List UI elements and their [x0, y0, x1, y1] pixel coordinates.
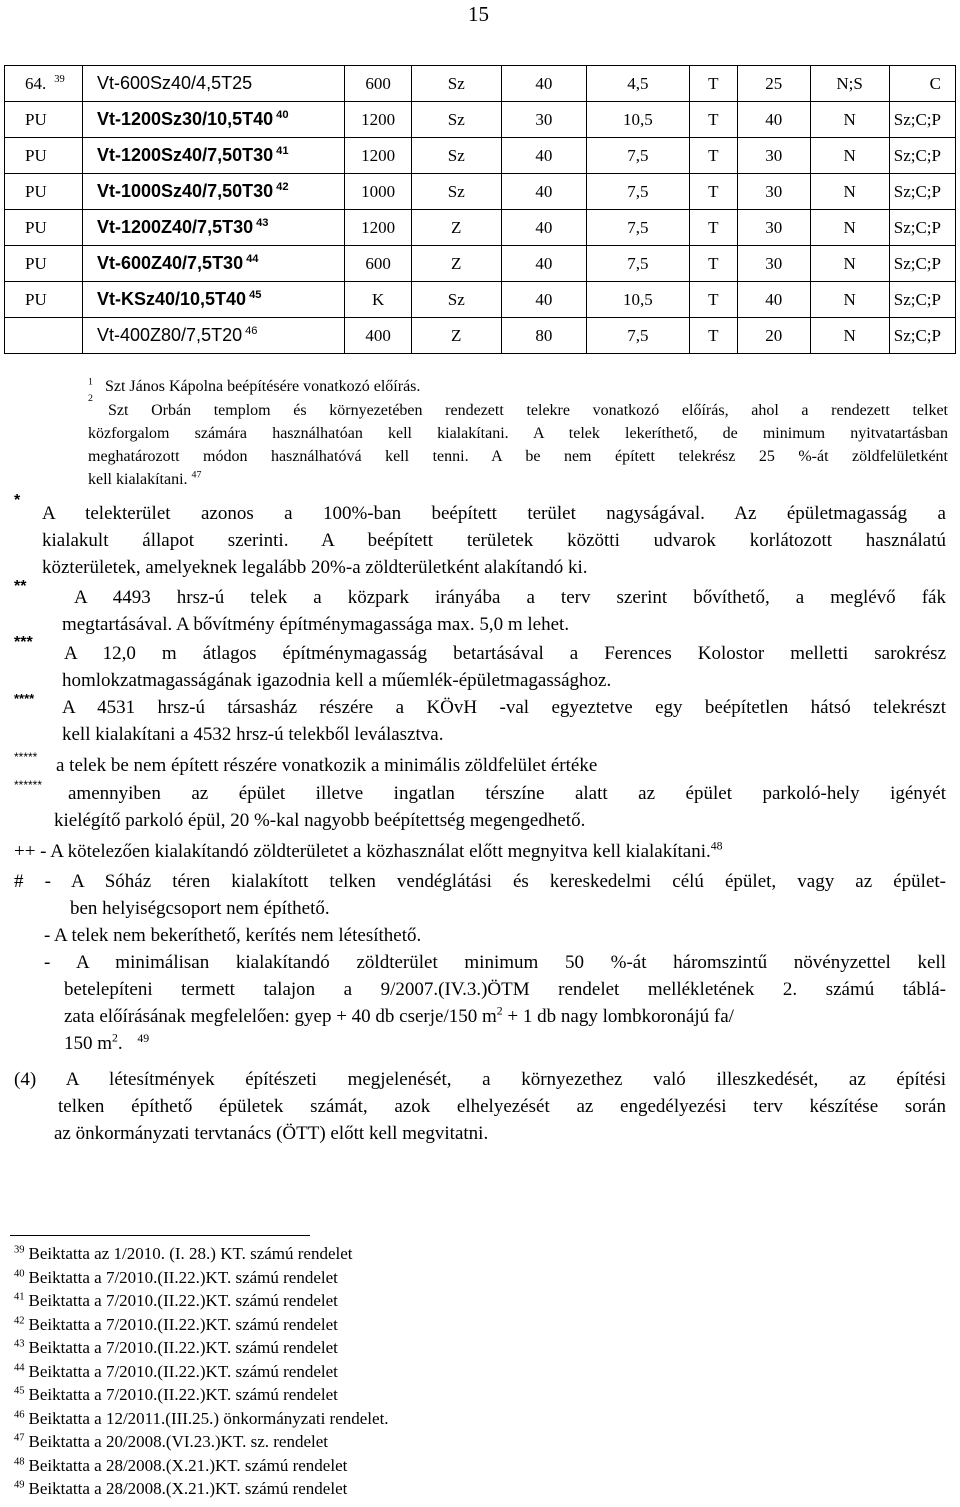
- footnote-separator: [10, 1235, 310, 1236]
- table-row: [5, 102, 956, 138]
- endnote-text: Beiktatta a 7/2010.(II.22.)KT. számú rendelet: [28, 1385, 338, 1404]
- table-cell-c6: T: [689, 66, 737, 102]
- note-plus: [14, 838, 954, 865]
- footnote-ref: 45: [249, 289, 262, 301]
- table-cell-c4: 40: [501, 210, 587, 246]
- footnote-2-line: Szt Orbán templom és környezetében rendezett telekre vonatkozó előírás, ahol a rendezett telket: [108, 402, 948, 419]
- note-2star-mark: **: [14, 578, 27, 595]
- endnote-item: [14, 1242, 389, 1266]
- table-cell-c7: 30: [738, 246, 810, 282]
- table-row: [5, 318, 956, 354]
- row-prefix: PU: [5, 138, 83, 174]
- paragraph-4-line: az önkormányzati tervtanács (ÖTT) előtt kell megvitatni.: [54, 1123, 489, 1144]
- table-cell-c2: K: [345, 282, 412, 318]
- zone-code: Vt-1200Z40/7,5T30 $^{43}$: [83, 210, 345, 246]
- table-cell-c2: 1200: [345, 102, 412, 138]
- table-cell-c4: 40: [501, 66, 587, 102]
- table-cell-c3: Z: [411, 210, 501, 246]
- note-4star: [62, 694, 946, 748]
- table-cell-c7: 30: [738, 138, 810, 174]
- table-cell-c8: N: [810, 282, 889, 318]
- endnote-number: 46: [14, 1408, 25, 1420]
- table-cell-c9: Sz;C;P: [889, 210, 955, 246]
- note-2star: [62, 584, 946, 638]
- endnote-item: [14, 1336, 389, 1360]
- note-star-mark: *: [14, 492, 21, 509]
- table-cell-c6: T: [689, 102, 737, 138]
- table-cell-c7: 25: [738, 66, 810, 102]
- note-6star: [54, 780, 946, 834]
- table-cell-c8: N: [810, 138, 889, 174]
- footnote-ref: 43: [256, 217, 269, 229]
- table-cell-c2: 600: [345, 246, 412, 282]
- endnote-item: [14, 1313, 389, 1337]
- table-cell-c5: 7,5: [587, 210, 690, 246]
- row-prefix: 64. $^{39}$: [5, 66, 83, 102]
- table-cell-c6: T: [689, 282, 737, 318]
- table-cell-c9: Sz;C;P: [889, 318, 955, 354]
- endnote-item: [14, 1289, 389, 1313]
- footnote-ref: 40: [276, 109, 289, 121]
- footnote-2: 2 Szt Orbán templom és környezetében rendezett telekre vonatkozó előírás, ahol a rendezett telket közforgalom számára használhatóan kell kialakítani. A telek lekeríthető, de minimum nyitvatartásban meghatározott módon használhatóvá kell tenni. A be nem épített telekrész 25 %-át zöldfelületként kell kialakítani. $^{47}$: [88, 393, 948, 488]
- footnote-ref: 42: [276, 181, 289, 193]
- page-number: 15: [468, 2, 489, 26]
- table-cell-c7: 20: [738, 318, 810, 354]
- endnote-text: Beiktatta a 7/2010.(II.22.)KT. számú rendelet: [28, 1338, 338, 1357]
- footnote-ref: 39: [54, 73, 65, 85]
- table-cell-c5: 7,5: [587, 318, 690, 354]
- row-prefix: PU: [5, 210, 83, 246]
- footnote-ref: 44: [246, 253, 259, 265]
- table-cell-c8: N: [810, 246, 889, 282]
- table-cell-c9: Sz;C;P: [889, 174, 955, 210]
- table-cell-c5: 10,5: [587, 282, 690, 318]
- table-cell-c9: Sz;C;P: [889, 246, 955, 282]
- table-cell-c8: N: [810, 318, 889, 354]
- table-cell-c8: N;S: [810, 66, 889, 102]
- footnote-2-line: meghatározott módon használhatóvá kell tenni. A be nem épített telekrész 25 %-át zöldfelületként: [88, 448, 948, 465]
- row-prefix: PU: [5, 246, 83, 282]
- table-cell-c5: 10,5: [587, 102, 690, 138]
- note-3star: [62, 640, 946, 694]
- zone-code: Vt-1000Sz40/7,50T30 $^{42}$: [83, 174, 345, 210]
- endnote-text: Beiktatta a 28/2008.(X.21.)KT. számú rendelet: [28, 1455, 348, 1475]
- footnote-ref-49: 49: [137, 1031, 150, 1045]
- table-cell-c7: 40: [738, 102, 810, 138]
- table-cell-c7: 30: [738, 174, 810, 210]
- footnote-ref: 41: [276, 145, 289, 157]
- table-cell-c8: N: [810, 174, 889, 210]
- note-hash-line: # - A Sóház téren kialakított telken vendéglátási és kereskedelmi célú épület, vagy az épület-: [14, 871, 946, 892]
- zone-code: Vt-600Z40/7,5T30 $^{44}$: [83, 246, 345, 282]
- note-hash: [14, 868, 946, 1057]
- note-hash-line: ben helyiségcsoport nem építhető.: [70, 898, 330, 919]
- note-4star-line: A 4531 hrsz-ú társasház részére a KÖvH -val egyeztetve egy beépítetlen hátsó telekrészt: [62, 697, 946, 718]
- table-row: [5, 210, 956, 246]
- endnote-number: 42: [14, 1314, 25, 1326]
- note-6star-line: kielégítő parkoló épül, 20 %-kal nagyobb beépítettség megengedhető.: [54, 810, 586, 831]
- endnote-text: Beiktatta a 28/2008.(X.21.)KT. számú rendelet: [28, 1479, 348, 1498]
- table-cell-c4: 40: [501, 138, 587, 174]
- note-4star-line: kell kialakítani a 4532 hrsz-ú telekből leválasztva.: [62, 724, 444, 745]
- footnote-2-line: közforgalom számára használhatóan kell kialakítani. A telek lekeríthető, de minimum nyitvatartásban: [88, 425, 948, 442]
- endnote-number: 44: [14, 1361, 25, 1373]
- table-cell-c9: Sz;C;P: [889, 138, 955, 174]
- table-cell-c6: T: [689, 174, 737, 210]
- note-3star-line: A 12,0 m átlagos építménymagasság betartásával a Ferences Kolostor melletti sarokrész: [64, 643, 946, 664]
- note-5star-line: a telek be nem épített részére vonatkozik a minimális zöldfelület értéke: [56, 755, 598, 776]
- zoning-table: [4, 65, 956, 354]
- note-2star-line: A 4493 hrsz-ú telek a közpark irányába a terv szerint bővíthető, a meglévő fák: [74, 587, 946, 608]
- table-row: [5, 282, 956, 318]
- endnote-number: 43: [14, 1338, 25, 1350]
- note-4star-mark: ****: [14, 691, 35, 706]
- table-cell-c5: 4,5: [587, 66, 690, 102]
- endnote-number: 45: [14, 1385, 25, 1397]
- table-cell-c9: Sz;C;P: [889, 102, 955, 138]
- footnote-2-line: kell kialakítani.: [88, 471, 188, 488]
- table-cell-c7: 40: [738, 282, 810, 318]
- table-cell-c3: Sz: [411, 66, 501, 102]
- note-star: [42, 500, 946, 581]
- paragraph-4: [14, 1066, 946, 1147]
- row-prefix: PU: [5, 282, 83, 318]
- table-cell-c3: Z: [411, 246, 501, 282]
- table-cell-c4: 80: [501, 318, 587, 354]
- zone-code: Vt-KSz40/10,5T40 $^{45}$: [83, 282, 345, 318]
- table-cell-c6: T: [689, 210, 737, 246]
- table-cell-c5: 7,5: [587, 174, 690, 210]
- footnote-1-text: Szt János Kápolna beépítésére vonatkozó előírás.: [104, 378, 421, 395]
- row-prefix: PU: [5, 102, 83, 138]
- endnote-item: [14, 1477, 389, 1501]
- endnote-number: 40: [14, 1267, 25, 1279]
- footnote-1: [88, 375, 948, 398]
- note-hash-line: - A minimálisan kialakítandó zöldterület minimum 50 %-át háromszintű növényzettel kell: [44, 952, 946, 973]
- note-hash-line: 150 $m^2$. $^{49}$: [64, 1031, 150, 1054]
- table-cell-c3: Sz: [411, 102, 501, 138]
- note-star-line: közterületek, amelyeknek legalább 20%-a zöldterületként alakítandó ki.: [42, 557, 588, 578]
- table-cell-c3: Sz: [411, 174, 501, 210]
- table-row: [5, 174, 956, 210]
- endnote-item: [14, 1454, 389, 1478]
- paragraph-4-line: telken építhető épületek számát, azok elhelyezését az engedélyezési terv készítése során: [58, 1096, 946, 1117]
- note-star-line: A telekterület azonos a 100%-ban beépített terület nagyságával. Az épületmagasság a: [42, 503, 946, 524]
- table-cell-c6: T: [689, 138, 737, 174]
- table-cell-c2: 600: [345, 66, 412, 102]
- note-3star-line: homlokzatmagasságának igazodnia kell a műemlék-épületmagassághoz.: [62, 670, 612, 691]
- table-cell-c4: 30: [501, 102, 587, 138]
- table-cell-c8: N: [810, 210, 889, 246]
- table-cell-c3: Sz: [411, 138, 501, 174]
- note-plus-text: ++ - A kötelezően kialakítandó zöldterületet a közhasználat előtt megnyitva kell kialakítani.: [14, 841, 711, 862]
- note-6star-line: amennyiben az épület illetve ingatlan térszíne alatt az épület parkoló-hely igényét: [68, 783, 946, 804]
- endnote-number: 48: [14, 1455, 25, 1467]
- table-cell-c8: N: [810, 102, 889, 138]
- endnote-text: Beiktatta a 7/2010.(II.22.)KT. számú rendelet: [28, 1361, 338, 1381]
- table-cell-c4: 40: [501, 246, 587, 282]
- table-cell-c6: T: [689, 246, 737, 282]
- table-row: [5, 246, 956, 282]
- endnote-item: [14, 1430, 389, 1454]
- endnote-text: Beiktatta az 1/2010. (I. 28.) KT. számú rendelet: [28, 1244, 353, 1263]
- endnote-item: [14, 1360, 389, 1384]
- note-hash-line: betelepíteni termett talajon a 9/2007.(IV.3.)ÖTM rendelet mellékletének 2. számú táblá-: [64, 979, 946, 1000]
- table-cell-c7: 30: [738, 210, 810, 246]
- note-3star-mark: ***: [14, 634, 33, 651]
- table-cell-c5: 7,5: [587, 138, 690, 174]
- endnote-number: 41: [14, 1291, 25, 1303]
- table-cell-c9: C: [889, 66, 955, 102]
- table-cell-c3: Z: [411, 318, 501, 354]
- note-hash-line: zata előírásának megfelelően: gyep + 40 db cserje/150 $m^2 + 1$ db nagy lombkoronájú fa/: [64, 1004, 734, 1027]
- zone-code: Vt-1200Sz30/10,5T40 $^{40}$: [83, 102, 345, 138]
- endnote-text: Beiktatta a 20/2008.(VI.23.)KT. sz. rendelet: [28, 1432, 328, 1451]
- zone-code: Vt-1200Sz40/7,50T30 $^{41}$: [83, 138, 345, 174]
- note-6star-mark: ******: [14, 778, 43, 792]
- note-2star-line: megtartásával. A bővítmény építménymagassága max. 5,0 m lehet.: [62, 614, 570, 635]
- endnote-text: Beiktatta a 7/2010.(II.22.)KT. számú rendelet: [28, 1291, 338, 1310]
- endnote-text: Beiktatta a 7/2010.(II.22.)KT. számú rendelet: [28, 1267, 338, 1287]
- footnote-ref-48: 48: [710, 839, 723, 853]
- endnote-item: [14, 1383, 389, 1407]
- endnote-text: Beiktatta a 12/2011.(III.25.) önkormányzati rendelet.: [28, 1408, 389, 1428]
- table-cell-c2: 1200: [345, 138, 412, 174]
- footnote-ref-47: 47: [191, 469, 202, 481]
- table-cell-c9: Sz;C;P: [889, 282, 955, 318]
- note-hash-line: - A telek nem bekeríthető, kerítés nem létesíthető.: [44, 925, 422, 946]
- table-row: [5, 66, 956, 102]
- endnote-text: Beiktatta a 7/2010.(II.22.)KT. számú rendelet: [28, 1314, 338, 1334]
- table-row: [5, 138, 956, 174]
- endnote-number: 39: [14, 1244, 25, 1256]
- paragraph-4-line: (4) A létesítmények építészeti megjelenését, a környezethez való illeszkedését, az építési: [14, 1069, 946, 1090]
- table-cell-c6: T: [689, 318, 737, 354]
- endnote-item: [14, 1266, 389, 1290]
- zone-code: Vt-400Z80/7,5T20 $^{46}$: [83, 318, 345, 354]
- endnote-number: 49: [14, 1479, 25, 1491]
- row-prefix: [5, 318, 83, 354]
- endnote-item: [14, 1407, 389, 1431]
- table-cell-c2: 400: [345, 318, 412, 354]
- note-5star-mark: *****: [14, 750, 38, 764]
- footnote-1-number: 1: [88, 376, 93, 388]
- note-5star: [56, 752, 946, 779]
- table-cell-c3: Sz: [411, 282, 501, 318]
- note-star-line: kialakult állapot szerinti. A beépített területek közötti udvarok korlátozott használatú: [42, 530, 946, 551]
- table-cell-c2: 1000: [345, 174, 412, 210]
- table-cell-c2: 1200: [345, 210, 412, 246]
- row-prefix: PU: [5, 174, 83, 210]
- endnotes-list: [14, 1242, 389, 1501]
- endnote-number: 47: [14, 1432, 25, 1444]
- table-cell-c4: 40: [501, 282, 587, 318]
- zone-code: Vt-600Sz40/4,5T25: [83, 66, 345, 102]
- footnote-ref: 46: [245, 325, 258, 337]
- table-cell-c4: 40: [501, 174, 587, 210]
- table-cell-c5: 7,5: [587, 246, 690, 282]
